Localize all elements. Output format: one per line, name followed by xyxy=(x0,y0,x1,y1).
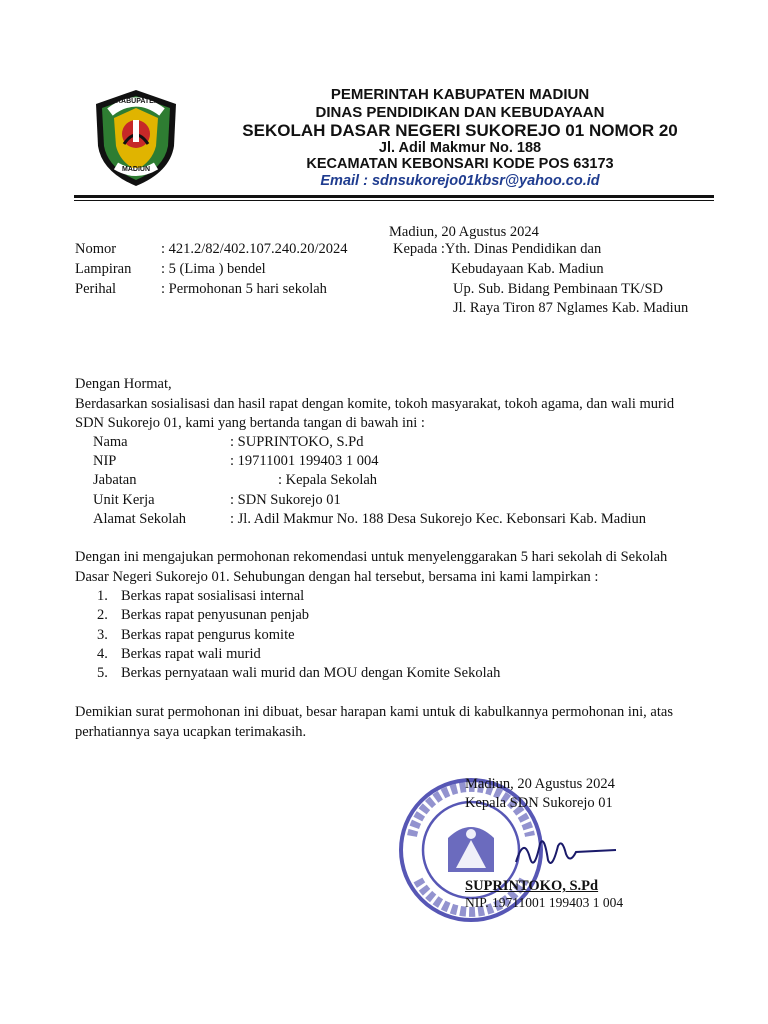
identity-label-unit-kerja: Unit Kerja xyxy=(93,492,155,508)
list-item-number: 4. xyxy=(97,646,108,662)
list-item-text: Berkas rapat penyusunan penjab xyxy=(121,607,310,623)
list-item-text: Berkas rapat sosialisasi internal xyxy=(121,588,305,604)
letterhead-email: Email : sdnsukorejo01kbsr@yahoo.co.id xyxy=(320,173,600,189)
request-paragraph-line: Dasar Negeri Sukorejo 01. Sehubungan dengan hal tersebut, bersama ini kami lampirkan : xyxy=(75,569,599,585)
signatory-nip: NIP. 19711001 199403 1 004 xyxy=(465,895,624,910)
regency-logo xyxy=(88,86,184,190)
letterhead-line-address: Jl. Adil Makmur No. 188 xyxy=(378,140,542,156)
identity-value-unit-kerja: : SDN Sukorejo 01 xyxy=(230,492,341,508)
signatory-name: SUPRINTOKO, S.Pd xyxy=(465,878,599,894)
letterhead-rule-thin xyxy=(74,200,714,201)
letterhead-line-government: PEMERINTAH KABUPATEN MADIUN xyxy=(330,86,590,103)
letterhead-line-department: DINAS PENDIDIKAN DAN KEBUDAYAAN xyxy=(315,104,605,121)
identity-value-jabatan: : Kepala Sekolah xyxy=(278,472,378,488)
list-item-text: Berkas rapat pengurus komite xyxy=(121,627,295,643)
logo-top-text: KABUPATEN xyxy=(116,98,159,105)
closing-paragraph-line: perhatiannya saya ucapkan terimakasih. xyxy=(75,724,307,740)
list-item xyxy=(97,665,500,682)
signature-position: Kepala SDN Sukorejo 01 xyxy=(465,795,613,811)
identity-label-nip: NIP xyxy=(93,453,117,469)
recipient-line: Up. Sub. Bidang Pembinaan TK/SD xyxy=(453,281,663,297)
list-item-text: Berkas rapat wali murid xyxy=(121,646,261,662)
handwritten-signature-icon xyxy=(512,832,622,876)
greeting: Dengan Hormat, xyxy=(75,376,172,392)
recipient-line: Jl. Raya Tiron 87 Nglames Kab. Madiun xyxy=(453,300,689,316)
logo-bottom-text: MADIUN xyxy=(122,166,150,173)
meta-label-perihal: Perihal xyxy=(75,281,117,297)
list-item-number: 3. xyxy=(97,627,108,643)
meta-value-nomor: : 421.2/82/402.107.240.20/2024 xyxy=(161,241,348,257)
request-paragraph-line: Dengan ini mengajukan permohonan rekomendasi untuk menyelenggarakan 5 hari sekolah di Sekolah xyxy=(75,549,668,565)
list-item xyxy=(97,607,309,624)
intro-paragraph-line: SDN Sukorejo 01, kami yang bertanda tangan di bawah ini : xyxy=(75,415,425,431)
list-item-number: 5. xyxy=(97,665,108,681)
letter-date: Madiun, 20 Agustus 2024 xyxy=(389,224,539,240)
identity-value-nip: : 19711001 199403 1 004 xyxy=(230,453,379,469)
identity-label-jabatan: Jabatan xyxy=(93,472,137,488)
letterhead-line-school: SEKOLAH DASAR NEGERI SUKOREJO 01 NOMOR 20 xyxy=(242,121,678,140)
identity-value-alamat: : Jl. Adil Makmur No. 188 Desa Sukorejo Kec. Kebonsari Kab. Madiun xyxy=(230,511,647,527)
intro-paragraph-line: Berdasarkan sosialisasi dan hasil rapat dengan komite, tokoh masyarakat, tokoh agama, dan wali murid xyxy=(75,396,675,412)
identity-label-nama: Nama xyxy=(93,434,128,450)
list-item-number: 2. xyxy=(97,607,108,623)
list-item-text: Berkas pernyataan wali murid dan MOU dengan Komite Sekolah xyxy=(121,665,501,681)
list-item xyxy=(97,646,261,663)
list-item-number: 1. xyxy=(97,588,108,604)
list-item xyxy=(97,588,304,605)
closing-paragraph-line: Demikian surat permohonan ini dibuat, besar harapan kami untuk di kabulkannya permohonan ini, atas xyxy=(75,704,673,720)
meta-value-lampiran: : 5 (Lima ) bendel xyxy=(161,261,266,277)
recipient-line: Kebudayaan Kab. Madiun xyxy=(451,261,604,277)
signature-date: Madiun, 20 Agustus 2024 xyxy=(465,776,615,792)
recipient-line: Kepada :Yth. Dinas Pendidikan dan xyxy=(393,241,602,257)
identity-value-nama: : SUPRINTOKO, S.Pd xyxy=(230,434,364,450)
meta-label-lampiran: Lampiran xyxy=(75,261,132,277)
letterhead-rule-thick xyxy=(74,195,714,198)
meta-value-perihal: : Permohonan 5 hari sekolah xyxy=(161,281,327,297)
identity-label-alamat: Alamat Sekolah xyxy=(93,511,187,527)
meta-label-nomor: Nomor xyxy=(75,241,117,257)
list-item xyxy=(97,627,295,644)
letterhead-line-district: KECAMATAN KEBONSARI KODE POS 63173 xyxy=(306,156,614,172)
